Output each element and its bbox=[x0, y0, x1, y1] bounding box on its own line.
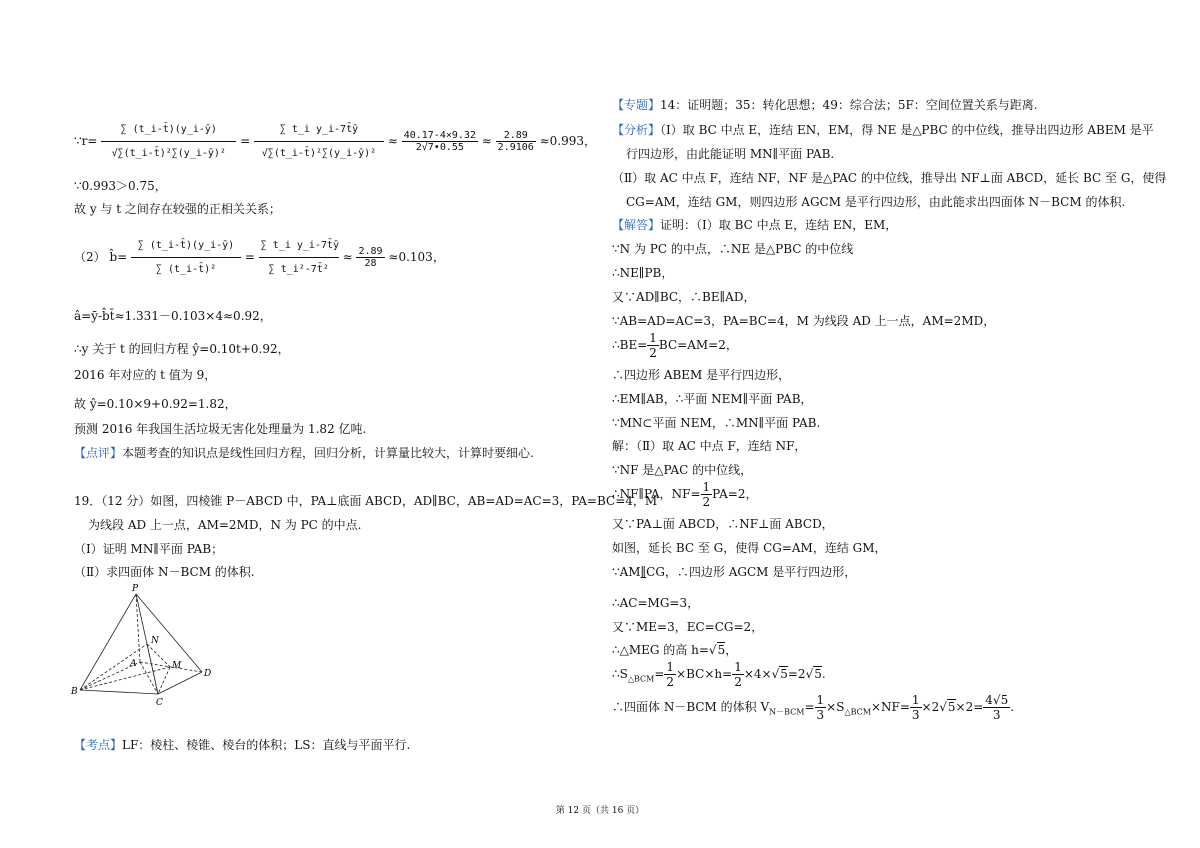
step-14-pre: ∵AM bbox=[612, 565, 641, 579]
formula-r-frac-b bbox=[254, 124, 384, 159]
step-8: ∵MN⊂平面 NEM，∴MN∥平面 PAB. bbox=[612, 416, 821, 430]
label-N: N bbox=[151, 636, 159, 646]
step-19-frac-3 bbox=[983, 693, 1010, 722]
formula-b-num-c: 2.89 bbox=[358, 246, 383, 257]
step-3: 又∵AD∥BC，∴BE∥AD， bbox=[612, 290, 756, 304]
formula-r: ∵r= $\frac{\sum (t\_i-t̄)(y\_i-ȳ)}{\text{√∑(t\_i-t̄)²∑(y\_i-ȳ)²}}$ = $\frac{\text{∑ t\_i y\_i-7t̄ȳ}}{\text{√∑(t\_i-t̄)²∑(y\_i-ȳ)²}}$ ≈ $\frac{40.17-4\times 9.32}{2√7•0.55}$ ≈ $\frac{2.89}{2.9106}$ ≈0.993， bbox=[74, 124, 597, 159]
edge-BC bbox=[80, 690, 158, 694]
step-1: ∵N 为 PC 的中点，∴NE 是△PBC 的中位线 bbox=[612, 242, 854, 256]
step-11-post: PA=2， bbox=[712, 487, 758, 501]
part-2-label: （2） bbox=[74, 250, 106, 264]
formula-r-den-a: √∑(t_i-t̄)²∑(y_i-ȳ)² bbox=[111, 148, 226, 159]
compare-line: ∵0.993＞0.75， bbox=[74, 179, 167, 193]
regression-equation: ∴y 关于 t 的回归方程 ŷ=0.10t+0.92， bbox=[74, 342, 290, 356]
step-5-pre: ∴BE= bbox=[612, 338, 648, 352]
formula-r-den-c: 2√7•0.55 bbox=[415, 142, 464, 153]
year-t-line: 2016 年对应的 t 值为 9， bbox=[74, 368, 217, 382]
step-5-den: 2 bbox=[649, 346, 657, 360]
step-5 bbox=[612, 331, 738, 360]
step-18-den-2: 2 bbox=[734, 675, 742, 689]
edge-BN bbox=[80, 644, 147, 690]
formula-b-result: ≈0.103， bbox=[388, 250, 445, 264]
fenxi-tag: 【分析】 bbox=[612, 123, 661, 137]
step-19-frac-2 bbox=[910, 693, 922, 722]
predict-calc: 故 ŷ=0.10×9+0.92=1.82， bbox=[74, 397, 237, 411]
step-19-den-2: 3 bbox=[911, 708, 920, 722]
step-18-num-1: 1 bbox=[666, 660, 675, 674]
formula-b-frac-b bbox=[259, 240, 339, 275]
step-15: ∴AC=MG=3， bbox=[612, 596, 700, 610]
step-5-post: BC=AM=2， bbox=[658, 338, 738, 352]
question-19-line2: 为线段 AD 上一点，AM=2MD，N 为 PC 的中点. bbox=[88, 518, 362, 532]
step-19-tail: ×2 bbox=[921, 700, 940, 714]
formula-r-prefix: ∵r= bbox=[74, 134, 98, 148]
step-17-post: ， bbox=[725, 643, 738, 657]
kaodian-tag: 【考点】 bbox=[74, 738, 123, 752]
edge-AC bbox=[140, 662, 158, 694]
kaodian-text: LF：棱柱、棱锥、棱台的体积；LS：直线与平面平行. bbox=[122, 738, 411, 752]
formula-r-den-b: √∑(t_i-t̄)²∑(y_i-ȳ)² bbox=[261, 148, 377, 159]
step-11 bbox=[612, 480, 758, 509]
a-hat-line: â=ȳ-b̂t̄≈1.331－0.103×4≈0.92， bbox=[74, 309, 272, 323]
page-footer: 第 12 页（共 16 页） bbox=[555, 806, 645, 816]
formula-r-num-b: ∑ t_i y_i-7t̄ȳ bbox=[254, 124, 384, 142]
fenxi-1a: （Ⅰ）取 BC 中点 E，连结 EN，EM，得 NE 是△PBC 的中位线，推导出四边形 ABEM 是平 bbox=[660, 123, 1154, 137]
edge-PD bbox=[136, 594, 202, 672]
formula-r-num-d: 2.89 bbox=[496, 130, 536, 142]
edge-CD bbox=[158, 672, 202, 694]
formula-b-num-a: ∑ (t_i-t̄)(y_i-ȳ) bbox=[131, 240, 241, 258]
step-19-den-3: 3 bbox=[992, 708, 1001, 722]
formula-b-num-b: ∑ t_i y_i-7t̄ȳ bbox=[259, 240, 339, 258]
pyramid-figure bbox=[70, 582, 230, 710]
jieda-text: 证明：（Ⅰ）取 BC 中点 E，连结 EN，EM， bbox=[660, 218, 898, 232]
step-9: 解：（Ⅱ）取 AC 中点 F，连结 NF， bbox=[612, 439, 807, 453]
approx-sign-3: ≈ bbox=[342, 250, 353, 264]
formula-r-num-c: 40.17-4×9.32 bbox=[403, 130, 476, 141]
step-19: ∴四面体 N－BCM 的体积 $V_{N-BCM}=$ $\frac{1}{3}$ $\times S_{\triangle BCM}\times NF=$ $\frac{1}{3}$ ×2√5×2= $\frac{4√5}{3}$ . bbox=[612, 693, 1015, 722]
label-P: P bbox=[132, 584, 139, 594]
step-18-frac-2 bbox=[732, 660, 744, 689]
zhuanti-line bbox=[612, 96, 1038, 113]
step-19-eq: = bbox=[804, 700, 815, 714]
step-18: $\therefore S_{\triangle BCM}=$ $\frac{1}{2}$ ×BC×h= $\frac{1}{2}$ ×4×√5=2√5. bbox=[612, 660, 826, 689]
formula-r-frac-d bbox=[496, 130, 536, 153]
step-19-den-1: 3 bbox=[816, 708, 825, 722]
formula-b-den-c: 28 bbox=[364, 258, 377, 269]
step-19-frac-1 bbox=[815, 693, 827, 722]
formula-b-den-a: ∑ (t_i-t̄)² bbox=[155, 264, 217, 275]
step-19-mid: ×S bbox=[826, 700, 845, 714]
fenxi-2a: （Ⅱ）取 AC 中点 F，连结 NF，NF 是△PAC 的中位线，推导出 NF⊥面 ABCD，延长 BC 至 G，使得 bbox=[612, 171, 1167, 185]
formula-b: （2） b̂= $\frac{\sum (t\_i-t̄)(y\_i-ȳ)}{\text{∑ (t\_i-t̄)²}}$ = $\frac{\text{∑ t\_i y\_i-7t̄ȳ}}{\text{∑ t\_i²-7t̄²}}$ ≈ $\frac{2.89}{28}$ ≈0.103， bbox=[74, 240, 445, 275]
label-B: B bbox=[71, 687, 78, 697]
step-19-sub-2: △BCM bbox=[844, 707, 871, 717]
step-11-num: 1 bbox=[702, 480, 711, 494]
step-14 bbox=[612, 563, 856, 580]
step-19-num-2: 1 bbox=[911, 693, 920, 707]
step-18-mid: ×BC×h= bbox=[676, 667, 733, 681]
formula-r-den-d: 2.9106 bbox=[497, 142, 534, 153]
step-18-pre: ∴S bbox=[612, 667, 628, 681]
correlation-conclusion: 故 y 与 t 之间存在较强的正相关关系； bbox=[74, 202, 281, 216]
step-19-num-3: 4√5 bbox=[985, 693, 1009, 707]
step-5-frac bbox=[647, 331, 659, 360]
comment-tag: 【点评】 bbox=[74, 446, 123, 460]
label-A: A bbox=[130, 659, 137, 669]
approx-sign-2: ≈ bbox=[481, 134, 492, 148]
question-19-line1: 19．（12 分）如图，四棱锥 P－ABCD 中，PA⊥底面 ABCD，AD∥BC，AB=AD=AC=3，PA=BC=4，M bbox=[74, 494, 658, 508]
edge-MC bbox=[158, 667, 170, 694]
step-14-post: CG，∴四边形 AGCM 是平行四边形， bbox=[646, 565, 857, 579]
step-18-result: =2 bbox=[787, 667, 806, 681]
question-19-part2: （Ⅱ）求四面体 N－BCM 的体积. bbox=[74, 565, 255, 579]
step-10: ∵NF 是△PAC 的中位线， bbox=[612, 463, 753, 477]
comment-text: 本题考查的知识点是线性回归方程，回归分析，计算量比较大，计算时要细心. bbox=[122, 446, 534, 460]
step-18-den-1: 2 bbox=[666, 675, 675, 689]
edge-AD bbox=[140, 662, 202, 672]
formula-b-den-b: ∑ t_i²-7t̄² bbox=[268, 264, 329, 275]
fenxi-line1 bbox=[612, 121, 1154, 138]
step-18-frac-1 bbox=[664, 660, 676, 689]
step-18-radicand: 5 bbox=[780, 667, 788, 681]
fenxi-2b: CG=AM，连结 GM，则四边形 AGCM 是平行四边形，由此能求出四面体 N－BCM 的体积. bbox=[626, 195, 1126, 209]
comment-line bbox=[74, 444, 534, 461]
step-2: ∴NE∥PB， bbox=[612, 266, 674, 280]
step-19-tail-2: ×2= bbox=[955, 700, 984, 714]
formula-r-frac-c bbox=[402, 130, 478, 153]
step-19-radicand: 5 bbox=[947, 700, 956, 714]
edge-PB bbox=[80, 594, 136, 690]
step-18-radicand-2: 5 bbox=[814, 667, 822, 681]
step-19-mid-2: ×NF= bbox=[870, 700, 910, 714]
approx-sign: ≈ bbox=[387, 134, 398, 148]
step-11-pre: ∴NF∥PA，NF= bbox=[612, 487, 701, 501]
step-13: 如图，延长 BC 至 G，使得 CG=AM，连结 GM， bbox=[612, 541, 887, 555]
step-6: ∴四边形 ABEM 是平行四边形， bbox=[612, 368, 791, 382]
step-18-end: . bbox=[821, 667, 826, 681]
label-C: C bbox=[156, 698, 163, 708]
label-D: D bbox=[204, 669, 212, 679]
formula-b-frac-a bbox=[131, 240, 241, 275]
step-12: 又∵PA⊥面 ABCD，∴NF⊥面 ABCD， bbox=[612, 517, 834, 531]
jieda-line bbox=[612, 216, 897, 233]
kaodian-line bbox=[74, 736, 410, 753]
step-17: ∴△MEG 的高 h=√5， bbox=[612, 643, 738, 657]
formula-r-num-a: ∑ (t_i-t̄)(y_i-ȳ) bbox=[101, 124, 236, 142]
parallel-equal-symbol: ∥ bbox=[640, 565, 647, 579]
question-19-part1: （Ⅰ）证明 MN∥平面 PAB； bbox=[74, 542, 224, 556]
zhuanti-tag: 【专题】 bbox=[612, 98, 661, 112]
step-18-eq: = bbox=[654, 667, 665, 681]
step-16: 又∵ME=3，EC=CG=2， bbox=[612, 620, 764, 634]
formula-r-frac-a bbox=[101, 124, 236, 159]
step-17-radicand: 5 bbox=[717, 643, 726, 657]
step-19-num-1: 1 bbox=[816, 693, 825, 707]
step-5-num: 1 bbox=[649, 331, 657, 345]
step-18-sub: △BCM bbox=[627, 674, 655, 684]
step-19-sub: N－BCM bbox=[769, 707, 805, 717]
zhuanti-text: 14：证明题；35：转化思想；49：综合法；5F：空间位置关系与距离. bbox=[660, 98, 1038, 112]
step-18-tail: ×4× bbox=[743, 667, 772, 681]
step-4: ∵AB=AD=AC=3，PA=BC=4，M 为线段 AD 上一点，AM=2MD， bbox=[612, 314, 996, 328]
formula-r-result: ≈0.993， bbox=[539, 134, 597, 148]
fenxi-1b: 行四边形，由此能证明 MN∥平面 PAB. bbox=[626, 147, 835, 161]
predict-text: 预测 2016 年我国生活垃圾无害化处理量为 1.82 亿吨. bbox=[74, 422, 367, 436]
step-11-den: 2 bbox=[702, 495, 711, 509]
jieda-tag: 【解答】 bbox=[612, 218, 661, 232]
step-18-num-2: 1 bbox=[734, 660, 742, 674]
formula-b-frac-c bbox=[356, 246, 384, 269]
step-7: ∴EM∥AB，∴平面 NEM∥平面 PAB， bbox=[612, 392, 813, 406]
b-hat: b̂= bbox=[109, 250, 128, 264]
label-M: M bbox=[172, 661, 182, 671]
step-17-pre: ∴△MEG 的高 h= bbox=[612, 643, 709, 657]
step-19-pre: ∴四面体 N－BCM 的体积 V bbox=[612, 700, 770, 714]
step-11-frac bbox=[701, 480, 713, 509]
step-19-end: . bbox=[1010, 700, 1015, 714]
